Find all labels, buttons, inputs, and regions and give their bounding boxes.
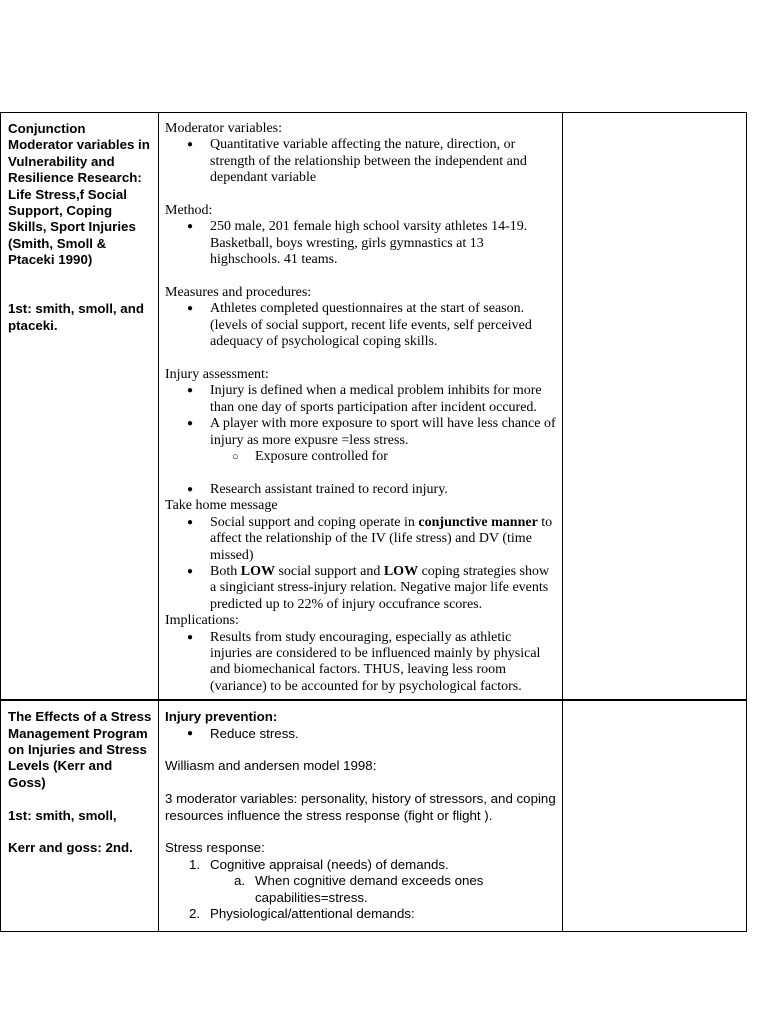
- text-run: to affect the relationship of the IV (life stress) and DV (time missed): [210, 514, 553, 563]
- list-item: ● Reduce stress.: [165, 726, 556, 742]
- study-title: The Effects of a Stress Management Program on Injuries and Stress Levels (Kerr and Goss): [8, 709, 152, 790]
- study-authors: 1st: smith, smoll, and ptaceki.: [8, 301, 144, 333]
- study-title: Conjunction Moderator variables in Vulnerability and Resilience Research: Life Stress,f Social Support, Coping Skills, Sport Injuries (Smith, Smoll & Ptaceki 1990): [8, 121, 150, 268]
- empty-cell: [563, 700, 747, 931]
- sub-list-item: [165, 873, 556, 906]
- list-item: [165, 564, 556, 613]
- section-heading: Stress response:: [165, 840, 265, 856]
- section-heading: Injury assessment:: [165, 367, 269, 383]
- section-heading: Take home message: [165, 498, 278, 514]
- study-title-cell: [1, 700, 159, 931]
- list-item-text: Cognitive appraisal (needs) of demands.: [210, 856, 449, 872]
- list-item-text: Physiological/attentional demands:: [210, 905, 415, 921]
- empty-cell: [563, 113, 747, 701]
- study-notes-cell: [159, 113, 563, 701]
- text-run: Both: [210, 563, 241, 579]
- text-run: Social support and coping operate in: [210, 514, 419, 530]
- study-title-cell: [1, 113, 159, 701]
- list-item: ● Results from study encouraging, especially as athletic injuries are considered to be influenced mainly by physical and biomechanical factors. THUS, leaving less room (variance) to be accounted for by psychological factors.: [165, 630, 556, 696]
- list-item: ● Quantitative variable affecting the nature, direction, or strength of the relationship between the independent and dependant variable: [165, 137, 556, 186]
- list-item: [165, 906, 556, 922]
- notes-table: [0, 112, 747, 932]
- study-authors: 1st: smith, smoll,: [8, 807, 117, 823]
- study-notes-cell: [159, 700, 563, 931]
- list-item: ● Injury is defined when a medical problem inhibits for more than one day of sports participation after incident occured.: [165, 383, 556, 416]
- list-item: ● 250 male, 201 female high school varsity athletes 14-19. Basketball, boys wresting, girls gymnastics at 13 highschools. 41 teams.: [165, 219, 556, 268]
- list-item-text: When cognitive demand exceeds ones capabilities=stress.: [255, 873, 484, 905]
- list-number: 2.: [189, 905, 201, 921]
- section-heading: [165, 709, 556, 725]
- text-run: coping strategies show a singiciant stress-injury relation. Negative major life events predicted up to 22% of injury occufrance scores.: [210, 563, 550, 612]
- text-run: social support and: [274, 563, 384, 579]
- table-row: [1, 700, 747, 931]
- study-authors: Kerr and goss: 2nd.: [8, 840, 133, 856]
- paragraph: Williasm and andersen model 1998:: [165, 758, 377, 774]
- section-heading: Method:: [165, 203, 213, 219]
- table-row: [1, 113, 747, 701]
- bold-text: conjunctive manner: [418, 514, 538, 530]
- section-heading: Measures and procedures:: [165, 285, 312, 301]
- bold-text: LOW: [240, 563, 275, 579]
- section-heading: Implications:: [165, 613, 239, 629]
- list-item: ● Research assistant trained to record injury.: [165, 482, 556, 498]
- bold-text: LOW: [383, 563, 419, 579]
- bold-text: Injury prevention:: [165, 709, 278, 725]
- list-item-text: A player with more exposure to sport will have less chance of injury as more expusre =less stress.: [210, 416, 556, 448]
- section-heading: Moderator variables:: [165, 121, 283, 136]
- paragraph: 3 moderator variables: personality, history of stressors, and coping resources influence the stress response (fight or flight ).: [165, 791, 556, 823]
- list-letter: a.: [234, 873, 246, 889]
- list-item: [165, 416, 556, 465]
- list-item: ● Athletes completed questionnaires at the start of season. (levels of social support, recent life events, self perceived adequacy of psychological coping skills.: [165, 301, 556, 350]
- list-item: [165, 515, 556, 564]
- sub-list-item: ○ Exposure controlled for: [165, 449, 556, 465]
- list-item: [165, 857, 556, 906]
- list-number: 1.: [189, 856, 201, 872]
